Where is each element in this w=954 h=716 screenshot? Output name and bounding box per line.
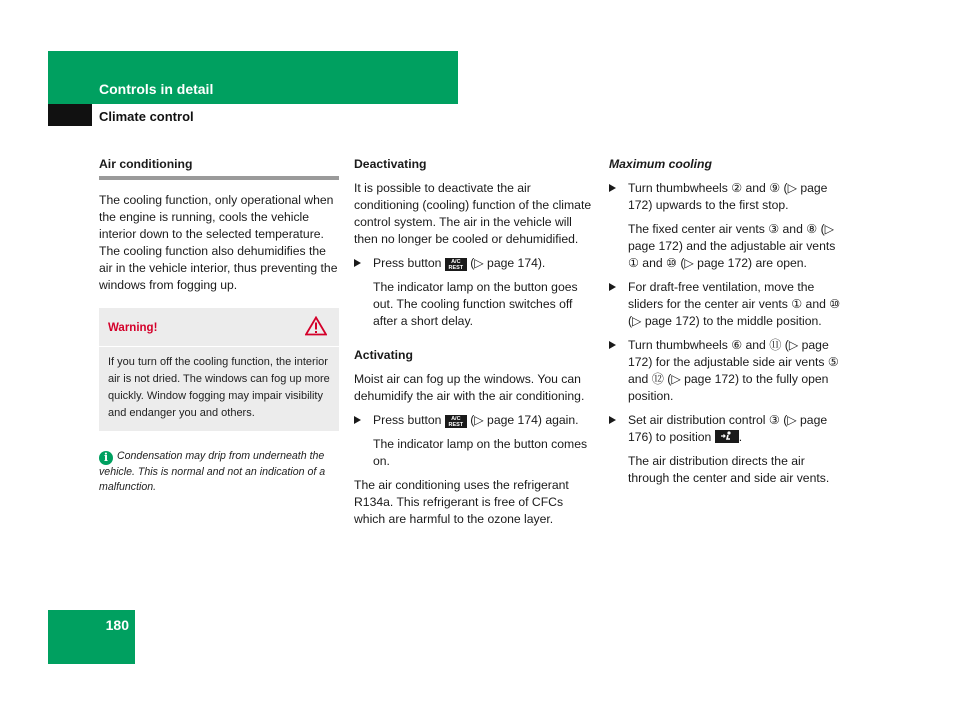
page-number: 180	[105, 617, 129, 633]
max-cooling-step-4-detail: The air distribution directs the air through the center and side air vents.	[628, 454, 830, 485]
max-cooling-step-3	[609, 337, 849, 405]
page-number-box	[48, 610, 135, 664]
deactivating-text: It is possible to deactivate the air conditioning (cooling) function of the climate control system. The air in the vehicle will then no longer be cooled or dehumidified.	[354, 181, 592, 246]
max-cooling-step-2	[609, 279, 849, 330]
warning-header	[99, 308, 339, 347]
bullet-arrow-icon	[609, 341, 616, 349]
activate-step-before: Press button	[373, 413, 442, 427]
subsection-title: Climate control	[99, 109, 194, 124]
activate-step-after: (▷ page 174) again.	[470, 413, 579, 427]
warning-text: If you turn off the cooling function, the interior air is not dried. The windows can fog up more quickly. Window fogging may impair visibility and endanger you and others.	[108, 356, 330, 419]
max-cooling-step-4-text: Set air distribution control ③ (▷ page 176) to position	[628, 413, 828, 444]
section-title: Controls in detail	[99, 81, 214, 97]
deactivate-step	[354, 255, 597, 272]
deactivate-result: The indicator lamp on the button goes out. The cooling function switches off after a short delay.	[373, 280, 578, 328]
max-cooling-step-2-text: For draft-free ventilation, move the sliders for the center air vents ① and ⑩ (▷ page 172) to the middle position.	[628, 280, 841, 328]
refrigerant-text: The air conditioning uses the refrigerant R134a. This refrigerant is free of CFCs which are harmful to the ozone layer.	[354, 478, 569, 526]
info-icon: i	[99, 451, 113, 465]
max-cooling-step-3-text: Turn thumbwheels ⑥ and ⑪ (▷ page 172) for the adjustable side air vents ⑤ and ⑫ (▷ page 172) to the fully open position.	[628, 338, 839, 403]
deactivate-step-after: (▷ page 174).	[470, 256, 546, 270]
bullet-arrow-icon	[609, 283, 616, 291]
warning-box	[99, 308, 339, 431]
ac-button-icon: A/C REST	[445, 258, 467, 271]
header-band	[48, 51, 458, 104]
max-cooling-step-4	[609, 412, 849, 446]
warning-triangle-icon	[305, 316, 327, 336]
air-conditioning-intro: The cooling function, only operational when the engine is running, cools the vehicle interior down to the selected temperature. The cooling function also dehumidifies the air in the vehicle interior, thus preventing the windows from fogging up.	[99, 193, 338, 292]
deactivating-heading: Deactivating	[354, 157, 427, 171]
condensation-note-text: Condensation may drip from underneath the vehicle. This is normal and not an indication of a malfunction.	[99, 450, 326, 493]
bullet-arrow-icon	[609, 416, 616, 424]
ac-button-icon: A/C REST	[445, 415, 467, 428]
max-cooling-step-1-text: Turn thumbwheels ② and ⑨ (▷ page 172) upwards to the first stop.	[628, 181, 828, 212]
bullet-arrow-icon	[609, 184, 616, 192]
warning-label: Warning!	[108, 322, 158, 334]
subsection-tab-marker	[48, 104, 92, 126]
activating-text: Moist air can fog up the windows. You can dehumidify the air with the air conditioning.	[354, 372, 585, 403]
air-conditioning-heading: Air conditioning	[99, 156, 339, 180]
deactivate-step-before: Press button	[373, 256, 442, 270]
bullet-arrow-icon	[354, 416, 361, 424]
bullet-arrow-icon	[354, 259, 361, 267]
air-distribution-icon	[715, 430, 739, 443]
max-cooling-step-1-detail: The fixed center air vents ③ and ⑧ (▷ page 172) and the adjustable air vents ① and ⑩ (▷ page 172) are open.	[628, 222, 836, 270]
column-air-conditioning	[99, 156, 339, 495]
activating-heading: Activating	[354, 348, 413, 362]
column-deactivate-activate	[354, 156, 597, 535]
max-cooling-step-4-end: .	[738, 430, 743, 444]
activate-result: The indicator lamp on the button comes on.	[373, 437, 588, 468]
activate-step	[354, 412, 597, 429]
condensation-note	[99, 449, 339, 495]
column-maximum-cooling	[609, 156, 849, 494]
max-cooling-step-1	[609, 180, 849, 214]
maximum-cooling-heading: Maximum cooling	[609, 157, 712, 171]
